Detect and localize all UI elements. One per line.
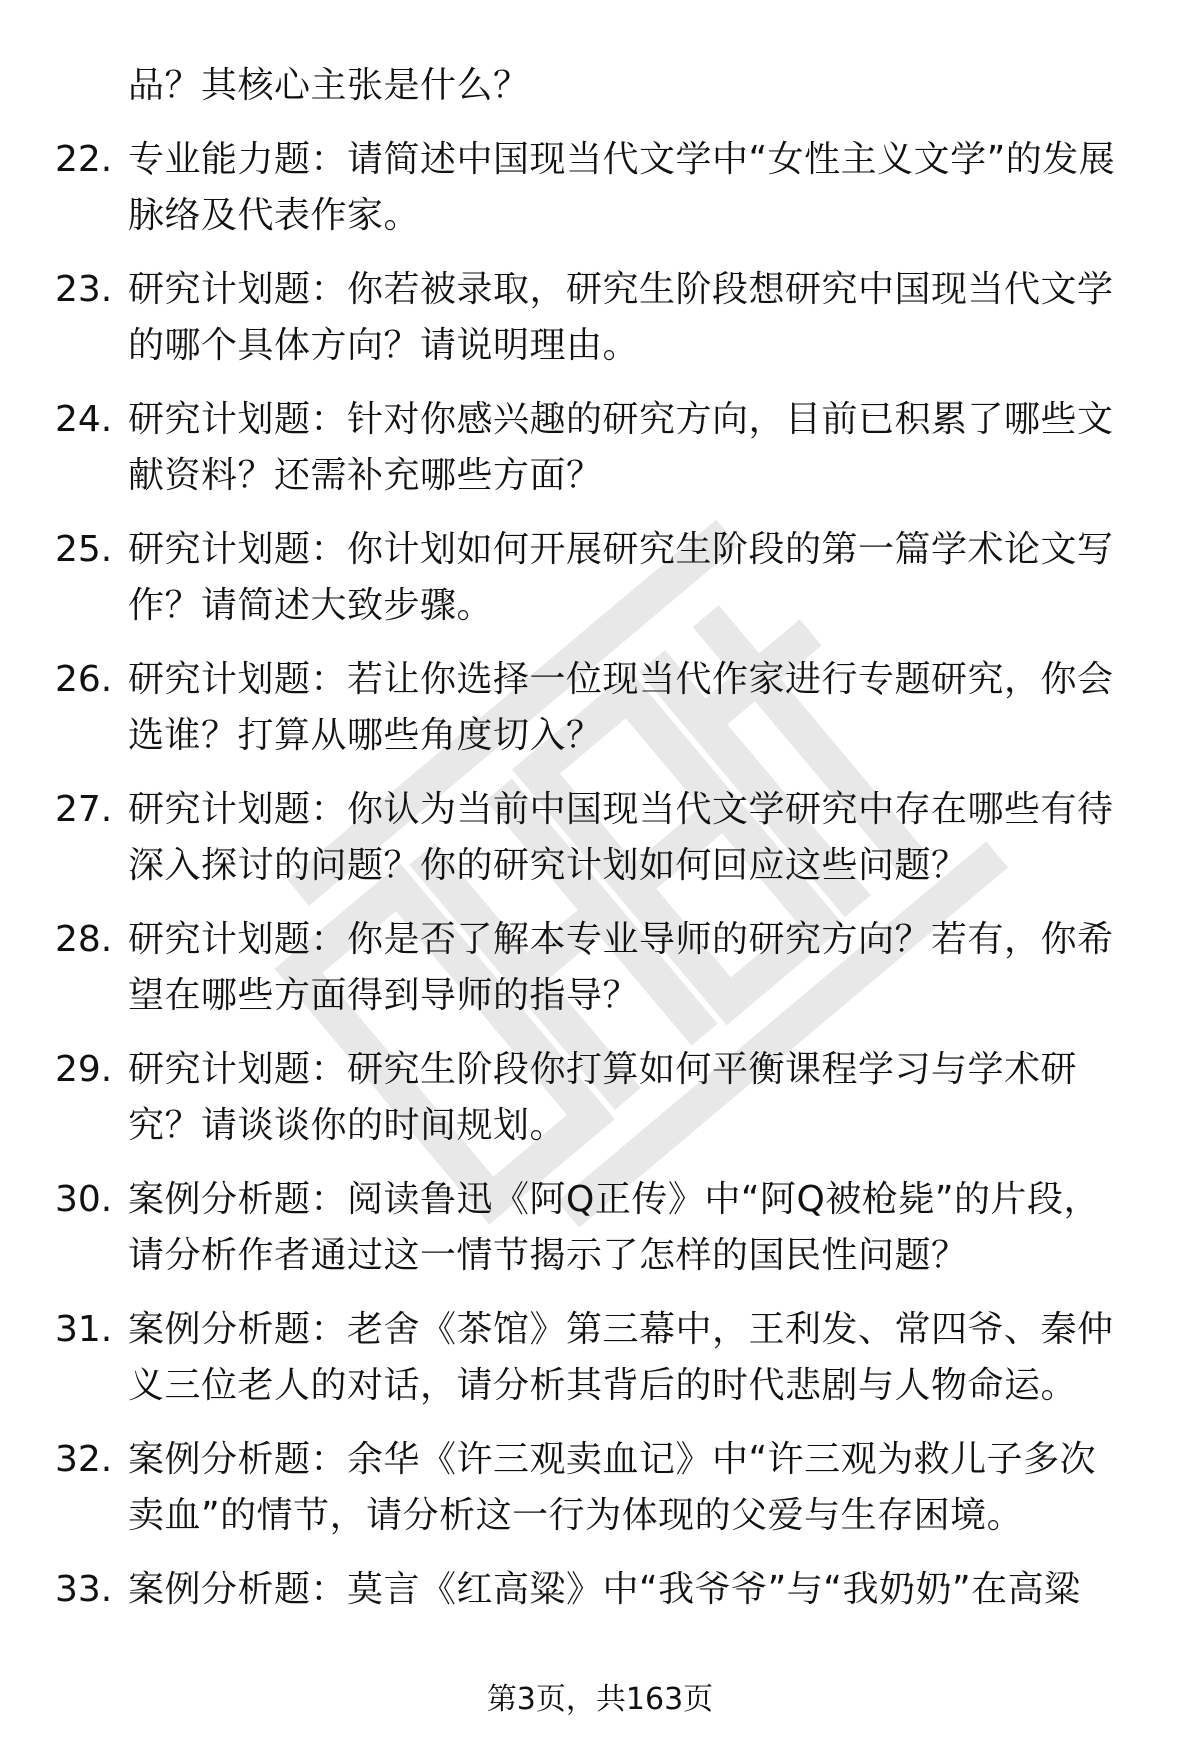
item-number: 31. — [55, 1309, 113, 1350]
item-text: 研究计划题：研究生阶段你打算如何平衡课程学习与学术研究？请谈谈你的时间规划。 — [128, 1049, 1078, 1146]
list-item — [55, 522, 1155, 634]
item-text: 研究计划题：若让你选择一位现当代作家进行专题研究，你会选谁？打算从哪些角度切入？ — [128, 659, 1114, 756]
item-text: 研究计划题：针对你感兴趣的研究方向，目前已积累了哪些文献资料？还需补充哪些方面？ — [128, 399, 1114, 496]
list-item — [55, 1432, 1155, 1544]
item-number: 25. — [55, 529, 113, 570]
item-number: 32. — [55, 1439, 113, 1480]
question-list — [55, 58, 1155, 1618]
item-text: 案例分析题：余华《许三观卖血记》中“许三观为救儿子多次卖血”的情节，请分析这一行为体现的父爱与生存困境。 — [128, 1439, 1097, 1536]
list-item — [55, 1302, 1155, 1414]
item-text: 案例分析题：阅读鲁迅《阿Q正传》中“阿Q被枪毙”的片段，请分析作者通过这一情节揭示了怎样的国民性问题？ — [128, 1179, 1100, 1276]
continuation-text: 品？其核心主张是什么？ — [128, 65, 530, 106]
item-text: 研究计划题：你认为当前中国现当代文学研究中存在哪些有待深入探讨的问题？你的研究计划如何回应这些问题？ — [128, 789, 1114, 886]
item-text: 研究计划题：你若被录取，研究生阶段想研究中国现当代文学的哪个具体方向？请说明理由。 — [128, 269, 1114, 366]
item-number: 28. — [55, 919, 113, 960]
item-number: 26. — [55, 659, 113, 700]
item-number: 29. — [55, 1049, 113, 1090]
list-item — [55, 1172, 1155, 1284]
item-number: 30. — [55, 1179, 113, 1220]
list-item — [55, 262, 1155, 374]
item-text: 案例分析题：莫言《红高粱》中“我爷爷”与“我奶奶”在高粱 — [128, 1569, 1081, 1610]
list-item — [55, 392, 1155, 504]
list-item — [55, 1042, 1155, 1154]
list-item — [55, 1562, 1155, 1618]
item-text: 专业能力题：请简述中国现当代文学中“女性主义文学”的发展脉络及代表作家。 — [128, 139, 1116, 236]
list-item — [55, 782, 1155, 894]
item-number: 24. — [55, 399, 113, 440]
item-number: 33. — [55, 1569, 113, 1610]
item-number: 27. — [55, 789, 113, 830]
item-text: 研究计划题：你计划如何开展研究生阶段的第一篇学术论文写作？请简述大致步骤。 — [128, 529, 1114, 626]
page-number-footer: 第3页，共163页 — [486, 1682, 714, 1717]
list-item — [55, 652, 1155, 764]
item-number: 23. — [55, 269, 113, 310]
item-number: 22. — [55, 139, 113, 180]
list-item — [55, 912, 1155, 1024]
item-text: 研究计划题：你是否了解本专业导师的研究方向？若有，你希望在哪些方面得到导师的指导？ — [128, 919, 1114, 1016]
list-item — [55, 132, 1155, 244]
item-text: 案例分析题：老舍《茶馆》第三幕中，王利发、常四爷、秦仲义三位老人的对话，请分析其背后的时代悲剧与人物命运。 — [128, 1309, 1114, 1406]
